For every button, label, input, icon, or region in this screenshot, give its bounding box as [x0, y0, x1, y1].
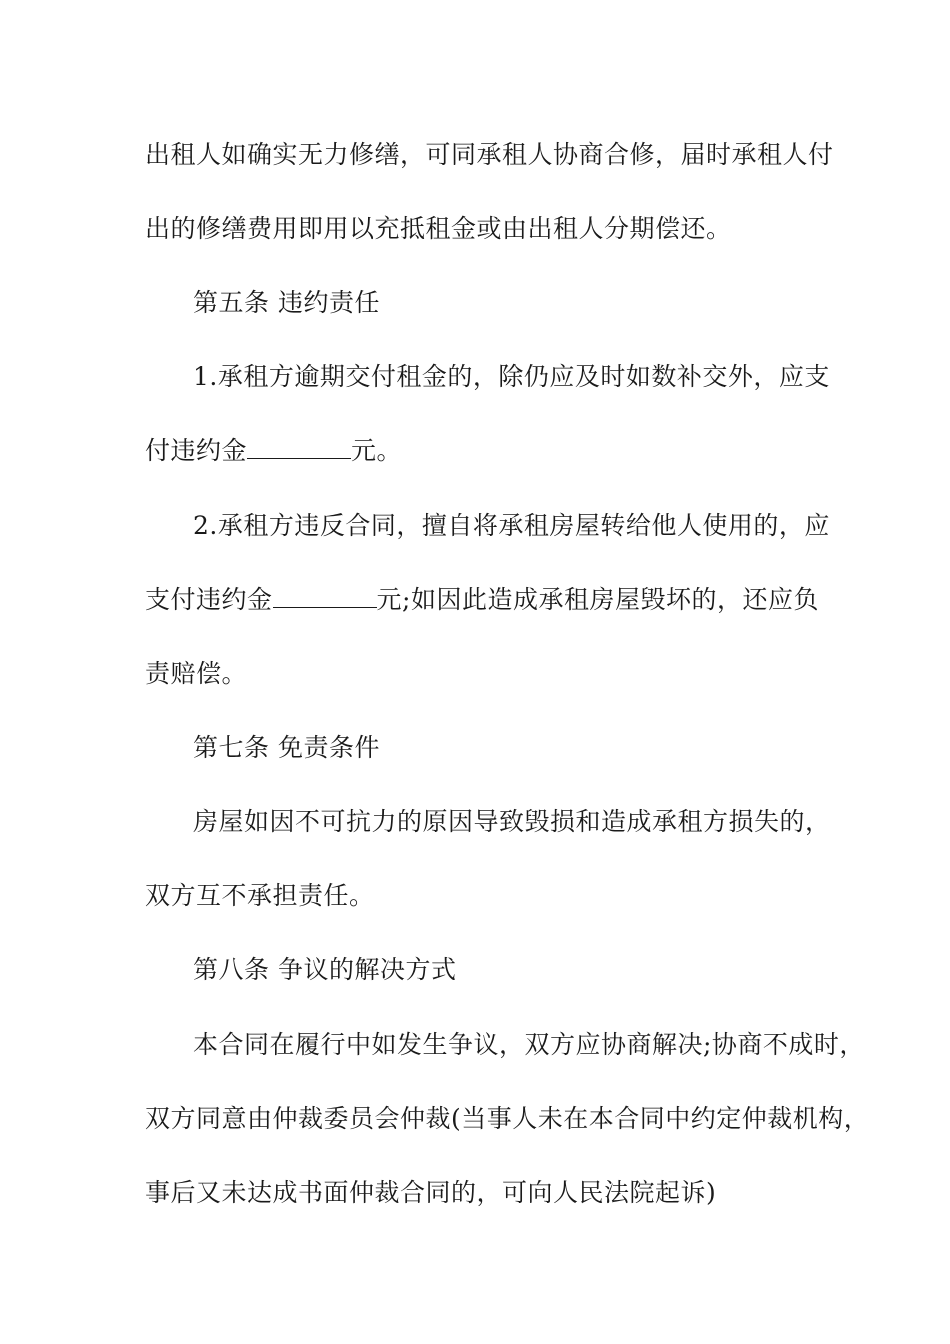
line-text-before-blank: 支付违约金: [145, 585, 273, 614]
line-text-before-blank: 付违约金: [145, 436, 248, 465]
line-text-after-blank: 元;如因此造成承租房屋毁坏的，还应负: [376, 585, 819, 614]
section-heading-article-8: 第八条 争议的解决方式: [193, 955, 457, 984]
section-heading-article-7: 第七条 免责条件: [193, 733, 380, 762]
paragraph-line: 事后又未达成书面仲裁合同的，可向人民法院起诉): [145, 1178, 717, 1207]
paragraph-line: 2.承租方违反合同，擅自将承租房屋转给他人使用的，应: [193, 511, 830, 540]
paragraph-line: 房屋如因不可抗力的原因导致毁损和造成承租方损失的，: [193, 807, 831, 836]
paragraph-line: 1.承租方逾期交付租金的，除仍应及时如数补交外，应支: [193, 362, 830, 391]
paragraph-line: 责赔偿。: [145, 659, 248, 688]
fill-in-blank[interactable]: [247, 436, 351, 459]
paragraph-line: 本合同在履行中如发生争议，双方应协商解决;协商不成时，: [193, 1030, 865, 1059]
paragraph-line: 双方同意由仲裁委员会仲裁(当事人未在本合同中约定仲裁机构，: [145, 1104, 870, 1133]
paragraph-line: 双方互不承担责任。: [145, 881, 375, 910]
section-heading-article-5: 第五条 违约责任: [193, 288, 380, 317]
paragraph-line: 出租人如确实无力修缮，可同承租人协商合修，届时承租人付: [145, 140, 834, 169]
line-text-after-blank: 元。: [351, 436, 403, 465]
paragraph-line: [145, 436, 825, 466]
fill-in-blank[interactable]: [273, 585, 377, 608]
paragraph-line: 出的修缮费用即用以充抵租金或由出租人分期偿还。: [145, 214, 732, 243]
paragraph-line: [145, 585, 825, 615]
